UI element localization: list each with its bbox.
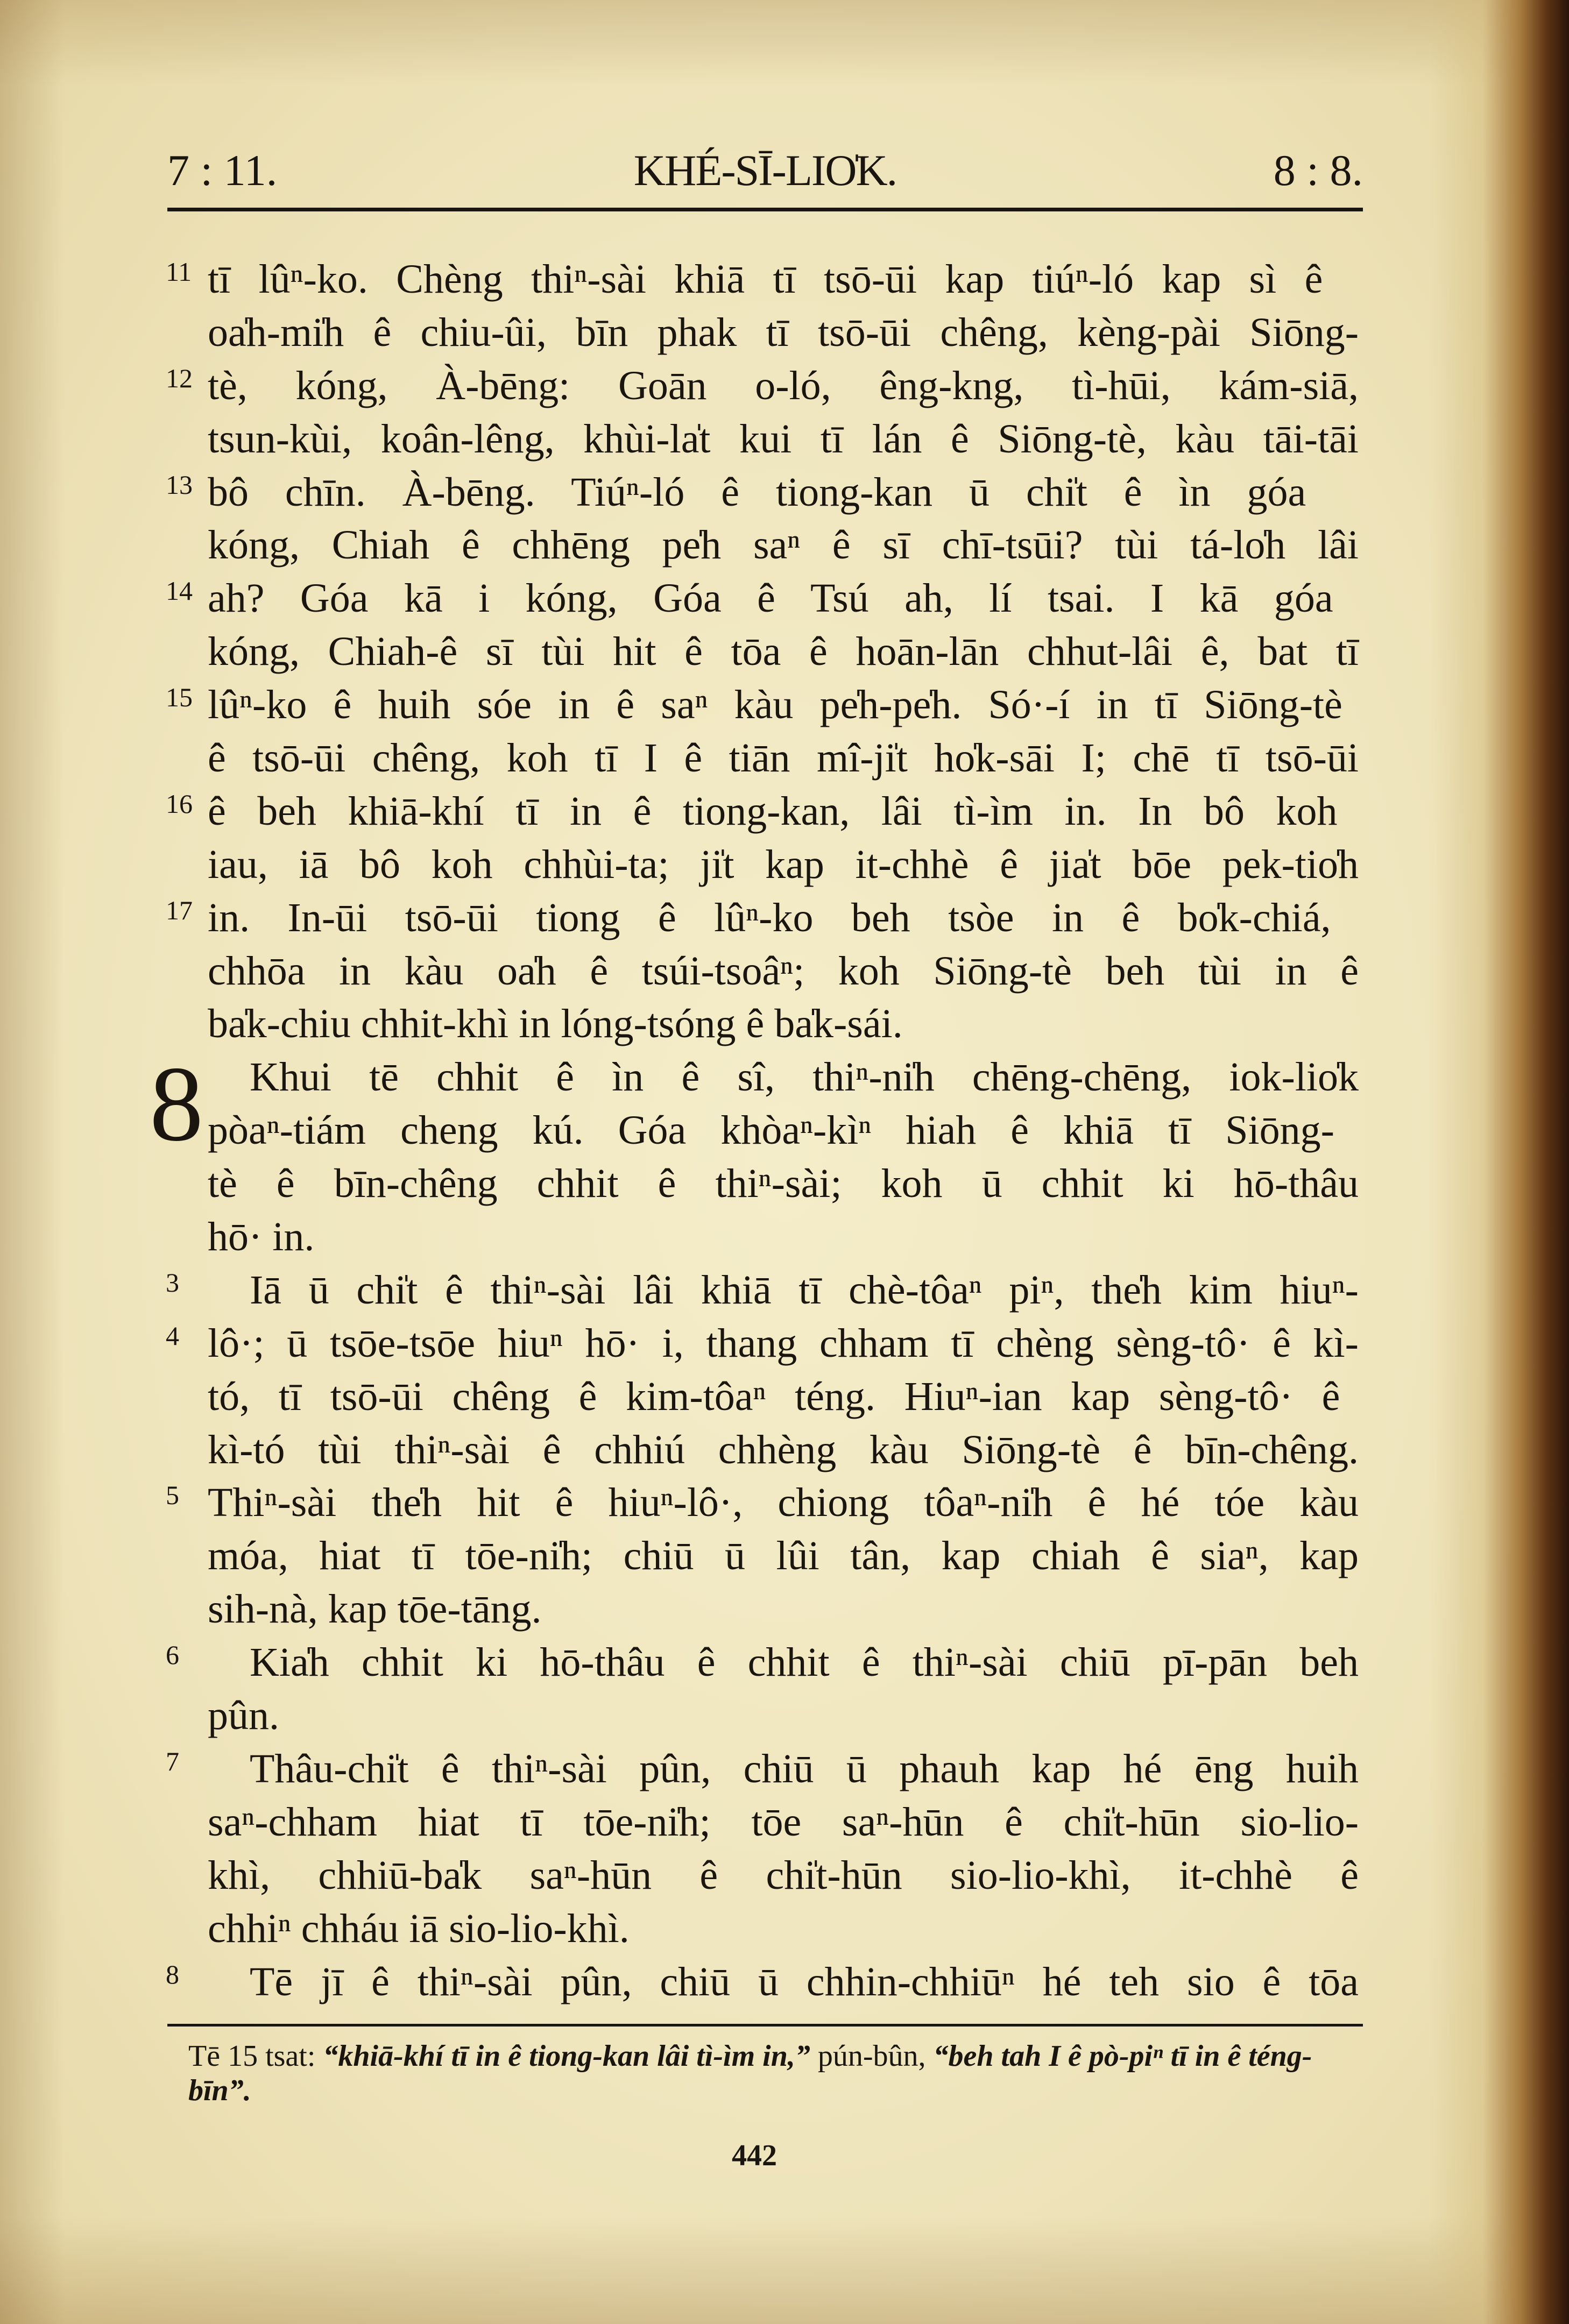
verse-number: 6 xyxy=(166,1640,179,1670)
body-text xyxy=(150,253,1359,2008)
text-line xyxy=(208,945,1359,998)
line-text: hō· in. xyxy=(208,1214,315,1260)
footnote-middle: pún-bûn, xyxy=(810,2039,934,2073)
text-line xyxy=(208,732,1359,785)
line-text: khì, chhiū-ba̍k saⁿ-hūn ê chi̍t-hūn sio-lio-khì, it-chhè ê xyxy=(208,1852,1359,1898)
verse-number: 13 xyxy=(166,469,193,500)
text-line xyxy=(208,1423,1359,1477)
line-text: Thiⁿ-sài the̍h hit ê hiuⁿ-lô·, chiong tôaⁿ-ni̍h ê hé tóe kàu xyxy=(208,1480,1359,1526)
line-text: Kia̍h chhit ki hō-thâu ê chhit ê thiⁿ-sài chiū pī-pān beh xyxy=(250,1640,1359,1685)
text-line xyxy=(208,1583,1359,1636)
text-line xyxy=(208,625,1359,678)
header-verse-start: 7 : 11. xyxy=(167,146,278,195)
text-line xyxy=(208,1689,1359,1742)
text-line xyxy=(208,306,1359,359)
footnote xyxy=(188,2039,1361,2108)
text-line xyxy=(166,1317,1359,1370)
line-text: saⁿ-chham hiat tī tōe-ni̍h; tōe saⁿ-hūn ê chi̍t-hūn sio-lio- xyxy=(208,1799,1359,1845)
text-line xyxy=(208,1157,1359,1210)
line-text: Thâu-chi̍t ê thiⁿ-sài pûn, chiū ū phauh kap hé ēng huih xyxy=(250,1746,1359,1791)
chapter-number: 8 xyxy=(150,1045,203,1164)
line-text: ah? Góa kā i kóng, Góa ê Tsú ah, lí tsai. I kā góa xyxy=(208,576,1333,621)
footnote-quote-original: “khiā-khí tī in ê tiong-kan lâi tì-ìm in,” xyxy=(323,2039,810,2073)
line-text: tó, tī tsō-ūi chêng ê kim-tôaⁿ téng. Hiuⁿ-ian kap sèng-tô· ê xyxy=(208,1373,1340,1419)
text-line xyxy=(166,359,1359,413)
text-line xyxy=(166,1476,1359,1529)
line-text: iau, iā bô koh chhùi-ta; ji̍t kap it-chhè ê jia̍t bōe pek-tio̍h xyxy=(208,841,1359,887)
line-text: tè ê bīn-chêng chhit ê thiⁿ-sài; koh ū chhit ki hō-thâu xyxy=(208,1161,1359,1207)
text-line xyxy=(208,1849,1359,1902)
line-text: tè, kóng, À-bēng: Goān o-ló, êng-kng, tì-hūi, kám-siā, xyxy=(208,363,1359,408)
line-text: pòaⁿ-tiám cheng kú. Góa khòaⁿ-kìⁿ hiah ê khiā tī Siōng- xyxy=(208,1108,1334,1153)
line-text: lô·; ū tsōe-tsōe hiuⁿ hō· i, thang chham tī chèng sèng-tô· ê kì- xyxy=(208,1320,1359,1366)
line-text: ê tsō-ūi chêng, koh tī I ê tiān mî-ji̍t ho̍k-sāi I; chē tī tsō-ūi xyxy=(208,735,1359,781)
text-line xyxy=(166,891,1359,945)
text-line xyxy=(166,678,1359,732)
line-text: Khui tē chhit ê ìn ê sî, thiⁿ-ni̍h chēng-chēng, iok-lio̍k xyxy=(250,1054,1359,1100)
line-text: Iā ū chi̍t ê thiⁿ-sài lâi khiā tī chè-tôaⁿ piⁿ, the̍h kim hiuⁿ- xyxy=(250,1267,1359,1313)
text-line xyxy=(166,1636,1359,1689)
line-text: sih-nà, kap tōe-tāng. xyxy=(208,1586,542,1632)
text-line xyxy=(208,997,1359,1051)
header-verse-end: 8 : 8. xyxy=(1273,146,1363,195)
line-text: kì-tó tùi thiⁿ-sài ê chhiú chhèng kàu Siōng-tè ê bīn-chêng. xyxy=(208,1427,1359,1472)
footnote-rule xyxy=(167,2024,1363,2027)
verse-number: 4 xyxy=(166,1320,179,1351)
line-text: tsun-kùi, koân-lêng, khùi-la̍t kui tī lán ê Siōng-tè, kàu tāi-tāi xyxy=(208,416,1359,462)
text-line xyxy=(166,1955,1359,2009)
line-text: ba̍k-chiu chhit-khì in lóng-tsóng ê ba̍k-sái. xyxy=(208,1001,903,1047)
verse-number: 7 xyxy=(166,1746,179,1776)
line-text: kóng, Chiah ê chhēng pe̍h saⁿ ê sī chī-tsūi? tùi tá-lo̍h lâi xyxy=(208,522,1359,568)
line-text: móa, hiat tī tōe-ni̍h; chiū ū lûi tân, kap chiah ê siaⁿ, kap xyxy=(208,1533,1359,1579)
line-text: bô chīn. À-bēng. Tiúⁿ-ló ê tiong-kan ū chi̍t ê ìn góa xyxy=(208,469,1306,515)
line-text: Tē jī ê thiⁿ-sài pûn, chiū ū chhin-chhiūⁿ hé teh sio ê tōa xyxy=(250,1959,1359,2004)
text-line xyxy=(208,1104,1359,1157)
line-text: chhōa in kàu oa̍h ê tsúi-tsoâⁿ; koh Siōng-tè beh tùi in ê xyxy=(208,948,1359,994)
verse-number: 16 xyxy=(166,788,193,819)
verse-number: 17 xyxy=(166,895,193,925)
text-line xyxy=(166,785,1359,838)
line-text: tī lûⁿ-ko. Chèng thiⁿ-sài khiā tī tsō-ūi kap tiúⁿ-ló kap sì ê xyxy=(208,257,1323,302)
text-line xyxy=(166,572,1359,625)
text-line xyxy=(166,1264,1359,1317)
line-text: in. In-ūi tsō-ūi tiong ê lûⁿ-ko beh tsòe in ê bo̍k-chiá, xyxy=(208,895,1331,940)
text-line xyxy=(208,1529,1359,1583)
header-book-title: KHÉ-SĪ-LIO̍K. xyxy=(633,146,897,195)
text-line xyxy=(166,253,1359,306)
text-line xyxy=(208,838,1359,891)
line-text: pûn. xyxy=(208,1693,279,1739)
verse-number: 5 xyxy=(166,1480,179,1511)
line-text: ê beh khiā-khí tī in ê tiong-kan, lâi tì-ìm in. In bô koh xyxy=(208,788,1338,834)
header-rule xyxy=(167,208,1363,211)
text-line xyxy=(208,413,1359,466)
text-line xyxy=(208,1796,1359,1849)
verse-number: 8 xyxy=(166,1959,179,1989)
text-line xyxy=(208,1902,1359,1955)
line-text: lûⁿ-ko ê huih sóe in ê saⁿ kàu pe̍h-pe̍h. Só·-í in tī Siōng-tè xyxy=(208,682,1342,728)
line-text: chhiⁿ chháu iā sio-lio-khì. xyxy=(208,1905,630,1951)
page-number: 442 xyxy=(732,2139,777,2172)
verse-number: 15 xyxy=(166,682,193,713)
text-line xyxy=(166,466,1359,519)
footnote-prefix: Tē 15 tsat: xyxy=(188,2039,323,2073)
line-text: kóng, Chiah-ê sī tùi hit ê tōa ê hoān-lān chhut-lâi ê, bat tī xyxy=(208,629,1359,675)
verse-number: 14 xyxy=(166,576,193,606)
line-text: oa̍h-mi̍h ê chiu-ûi, bīn phak tī tsō-ūi chêng, kèng-pài Siōng- xyxy=(208,309,1359,355)
text-line xyxy=(208,519,1359,572)
text-line xyxy=(166,1742,1359,1796)
text-line xyxy=(208,1370,1359,1423)
verse-number: 3 xyxy=(166,1267,179,1298)
text-line xyxy=(208,1210,1359,1264)
footnote-quote-alt: “beh tah I ê pò-piⁿ tī in ê téng-bīn”. xyxy=(188,2039,1312,2107)
running-header xyxy=(167,145,1363,199)
verse-number: 12 xyxy=(166,363,193,393)
verse-number: 11 xyxy=(166,257,192,287)
